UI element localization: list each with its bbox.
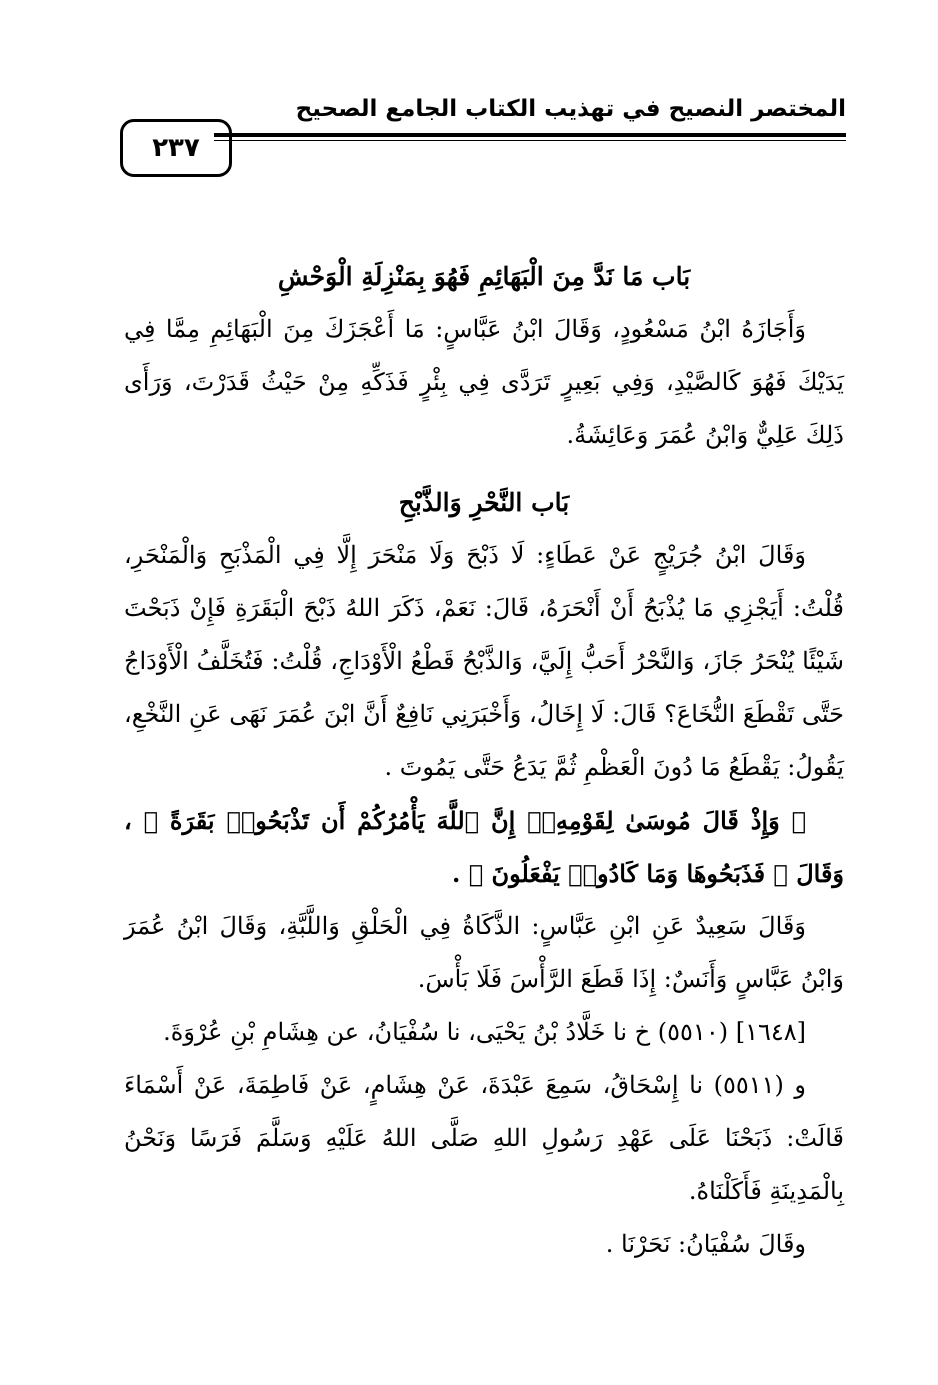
quran-joiner: ، وَقَالَ <box>124 806 844 888</box>
paragraph: وَأَجَازَهُ ابْنُ مَسْعُودٍ، وَقَالَ ابْنُ عَبَّاسٍ: مَا أَعْجَزَكَ مِنَ الْبَهَائِمِ مِمَّا فِي يَدَيْكَ فَهُوَ كَالصَّيْدِ، وَفِي بَعِيرٍ تَرَدَّى فِي بِئْرٍ فَذَكِّهِ مِنْ حَيْثُ قَدَرْتَ، وَرَأَى ذَلِكَ عَلِيٌّ وَابْنُ عُمَرَ وَعَائِشَةُ. <box>124 315 844 449</box>
quran-paragraph <box>124 794 844 900</box>
quran-verse: ﴿ فَذَبَحُوهَا وَمَا كَادُوا۟ يَفْعَلُونَ ﴾ <box>468 859 788 888</box>
hadith-entry: و (٥٥١١) نا إِسْحَاقُ، سَمِعَ عَبْدَةَ، عَنْ هِشَامٍ، عَنْ فَاطِمَةَ، عَنْ أَسْمَاءَ قَالَتْ: ذَبَحْنَا عَلَى عَهْدِ رَسُولِ اللهِ صَلَّى اللهُ عَلَيْهِ وَسَلَّمَ فَرَسًا وَنَحْنُ بِالْمَدِينَةِ فَأَكَلْنَاهُ. <box>124 1071 844 1205</box>
book-title: المختصر النصيح في تهذيب الكتاب الجامع الصحيح <box>295 96 846 122</box>
hadith-entry: [١٦٤٨] (٥٥١٠) خ نا خَلَّادُ بْنُ يَحْيَى، نا سُفْيَانُ، عن هِشَامِ بْنِ عُرْوَةَ. <box>163 1018 806 1046</box>
chapter-heading: بَاب النَّحْرِ وَالذَّبْحِ <box>398 488 570 517</box>
page-number: ٢٣٧ <box>120 119 232 177</box>
paragraph: وَقَالَ ابْنُ جُرَيْجٍ عَنْ عَطَاءٍ: لَا ذَبْحَ وَلَا مَنْحَرَ إِلَّا فِي الْمَذْبَحِ وَالْمَنْحَرِ، قُلْتُ: أَيَجْزِي مَا يُذْبَحُ أَنْ أَنْحَرَهُ، قَالَ: نَعَمْ، ذَكَرَ اللهُ ذَبْحَ الْبَقَرَةِ فَإِنْ ذَبَحْتَ شَيْئًا يُنْحَرُ جَازَ، وَالنَّحْرُ أَحَبُّ إِلَيَّ، وَالذَّبْحُ قَطْعُ الْأَوْدَاجِ، قُلْتُ: فَتُخَلَّفُ الْأَوْدَاجُ حَتَّى تَقْطَعَ النُّخَاعَ؟ قَالَ: لَا إِخَالُ، وَأَخْبَرَنِي نَافِعٌ أَنَّ ابْنَ عُمَرَ نَهَى عَنِ النَّخْعِ، يَقُولُ: يَقْطَعُ مَا دُونَ الْعَظْمِ ثُمَّ يَدَعُ حَتَّى يَمُوتَ . <box>124 541 844 781</box>
closing-line: وقَالَ سُفْيَانُ: نَحَرْنَا . <box>605 1230 806 1258</box>
chapter-heading: بَاب مَا نَدَّ مِنَ الْبَهَائِمِ فَهُوَ بِمَنْزِلَةِ الْوَحْشِ <box>277 262 691 291</box>
quran-end: . <box>451 859 461 888</box>
quran-verse: ﴿ وَإِذْ قَالَ مُوسَىٰ لِقَوْمِهِۦٓ إِنَّ ٱللَّهَ يَأْمُرُكُمْ أَن تَذْبَحُوا۟ بَقَرَةً ﴾ <box>143 806 806 835</box>
header-rule <box>214 133 846 141</box>
paragraph: وَقَالَ سَعِيدٌ عَنِ ابْنِ عَبَّاسٍ: الذَّكَاةُ فِي الْحَلْقِ وَاللَّبَّةِ، وَقَالَ ابْنُ عُمَرَ وَابْنُ عَبَّاسٍ وَأَنَسٌ: إِذَا قَطَعَ الرَّأْسَ فَلَا بَأْسَ. <box>124 912 844 993</box>
main-text <box>124 250 844 1271</box>
